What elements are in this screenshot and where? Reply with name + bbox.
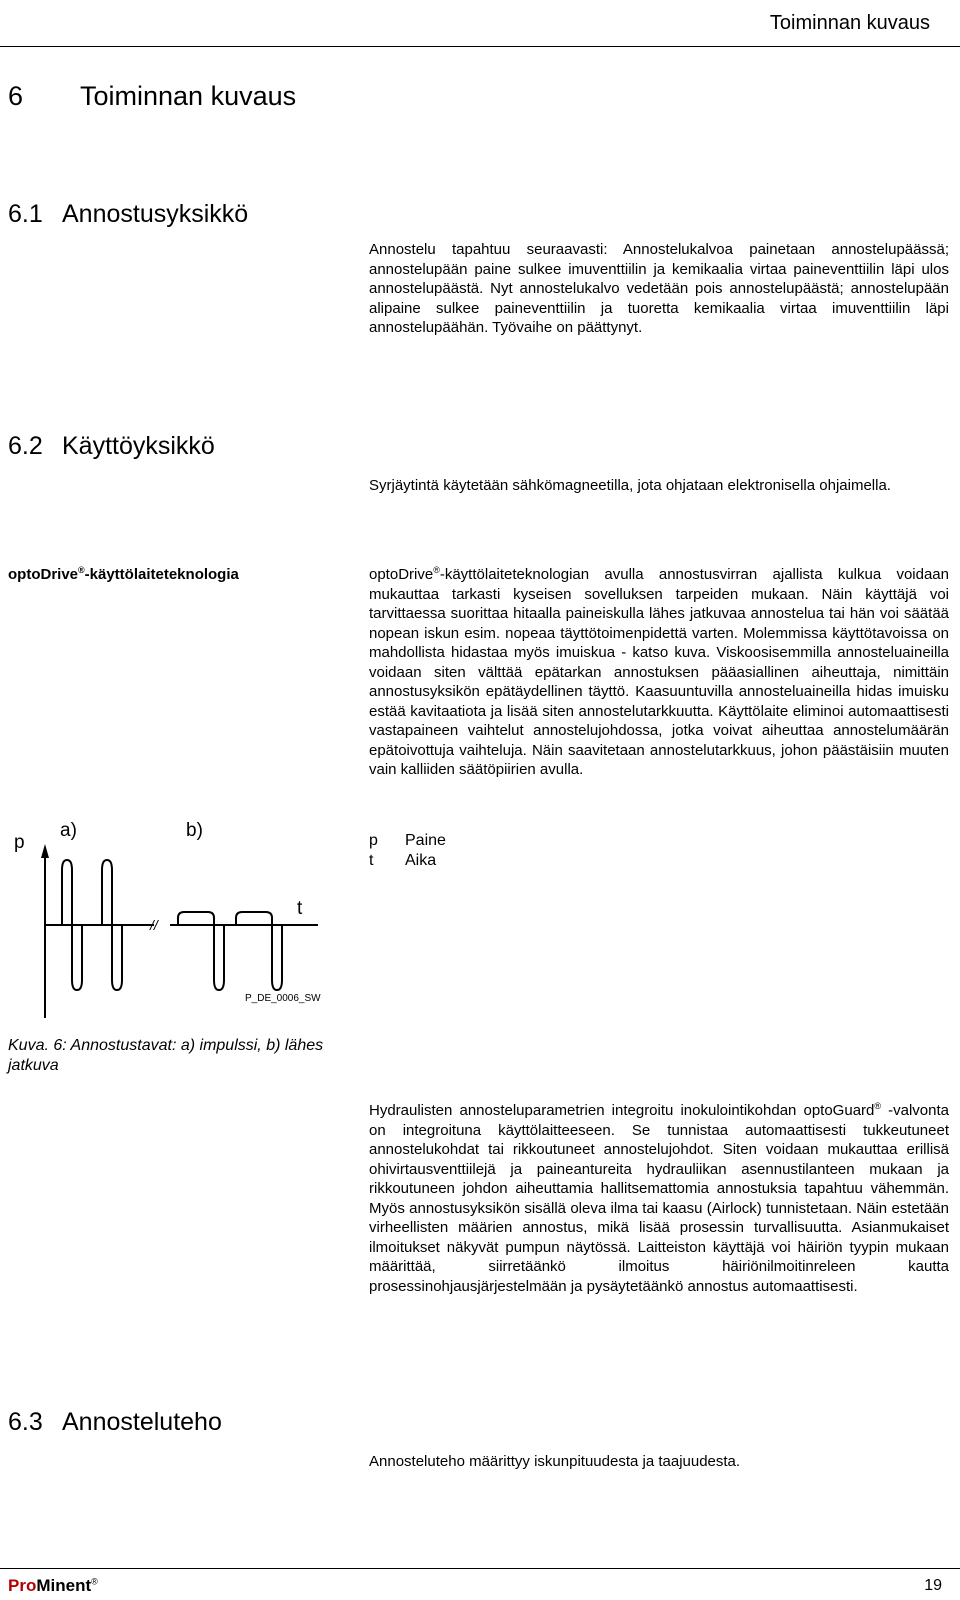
p-axis-label: p: [14, 832, 25, 853]
optoguard-text-prefix: Hydraulisten annosteluparametrien integroitu inokulointikohdan optoGuard: [369, 1102, 875, 1119]
section-6-1-text: Annostelu tapahtuu seuraavasti: Annostelukalvoa painetaan annostelupäässä; annostelupään paine sulkee imuventtiilin ja kemikaalia virtaa paineventtiilin läpi ulos annostelupäästä. Nyt annostelukalvo vedetään pois annostelupäästä; annostelupään alipaine sulkee paineventtiilin ja tuoretta kemikaalia virtaa imuventtiilin läpi annostelupäähän. Työvaihe on päättynyt.: [369, 241, 949, 336]
section-6-3-title: Annosteluteho: [62, 1408, 222, 1436]
prominent-logo: [8, 1576, 98, 1596]
section-6-1-heading: [8, 199, 248, 229]
header-rule: [0, 46, 960, 47]
section-6-3-text: Annosteluteho määrittyy iskunpituudesta ja taajuudesta.: [369, 1453, 741, 1470]
continuous-pulse-2: [236, 912, 282, 990]
legend-meaning: Aika: [405, 852, 437, 869]
dosing-mode-diagram: [8, 822, 328, 1022]
logo-minent: Minent: [36, 1576, 92, 1595]
section-6-1-title: Annostusyksikkö: [62, 200, 249, 228]
logo-pro: Pro: [8, 1576, 37, 1595]
legend-symbol: t: [369, 852, 374, 869]
section-6-2-title: Käyttöyksikkö: [62, 432, 215, 460]
registered-mark: ®: [78, 565, 85, 575]
section-6-2-heading: [8, 431, 215, 461]
section-6-3-number: 6.3: [8, 1408, 43, 1436]
legend-row-time: [369, 851, 446, 871]
t-axis-label: t: [297, 898, 303, 919]
registered-mark: ®: [874, 1101, 882, 1111]
section-6-2-number: 6.2: [8, 432, 43, 460]
axis-break-mark: //: [150, 917, 158, 933]
continuous-pulse-1: [178, 912, 224, 990]
logo-registered-mark: ®: [91, 1576, 98, 1587]
legend-symbol: p: [369, 832, 378, 849]
running-header: Toiminnan kuvaus: [769, 12, 930, 34]
legend-row-pressure: [369, 831, 446, 851]
registered-mark: ®: [433, 565, 440, 575]
optodrive-side-heading: [8, 565, 239, 584]
optodrive-heading-prefix: optoDrive: [8, 566, 79, 583]
chapter-title: Toiminnan kuvaus: [80, 81, 297, 111]
figure-legend: [369, 831, 446, 871]
section-6-2-text: Syrjäytintä käytetään sähkömagneetilla, jota ohjataan elektronisella ohjaimella.: [369, 477, 891, 494]
section-6-1-number: 6.1: [8, 200, 43, 228]
figure-code: P_DE_0006_SW: [245, 993, 321, 1004]
optodrive-text: [369, 565, 949, 780]
chapter-number: 6: [8, 81, 24, 111]
optodrive-text-body: -käyttölaiteteknologian avulla annostusvirran ajallista kulkua voidaan mukauttaa tarkasti kyseisen sovelluksen tarpeiden mukaan. Näin käyttäjä voi tarvittaessa suorittaa hitaalla paineiskulla lähes jatkuvaa annostelua tai hän voi säätää nopean iskun esim. nopeaa täyttötoimenpidettä varten. Molemmissa käyttötavoissa on mahdollista hidastaa myös imuiskua - katso kuva. Viskoosisemmilla annosteluaineilla voidaan siten välttää epätarkan annostuksen pääasiallinen aiheuttaja, nimittäin annostusyksikön epätäydellinen täyttö. Kaasuuntuvilla annosteluaineilla hidas imuisku estää kavitaatiota ja lisää siten annostelutarkkuutta. Käyttölaite eliminoi automaattisesti vastapaineen vaihtelut annostelujohdossa, jotka voivat aiheuttaa annostelumäärän epätoivottuja vaihteluja. Näin saavitetaan annostelutarkkuus, johon päästäisiin muuten vain kalliiden säätöpiirien avulla.: [369, 566, 949, 778]
optodrive-text-prefix: optoDrive: [369, 566, 434, 583]
page-number: 19: [924, 1577, 942, 1594]
chapter-heading: [8, 80, 296, 112]
legend-meaning: Paine: [405, 832, 446, 849]
optoguard-text-body: -valvonta on integroituna käyttölaitteeseen. Se tunnistaa automaattisesti tukkeutuneet annostelukohdat tai rikkoutuneet annostelujohdot. Siten voidaan mukauttaa erillisä ohivirtausventtiilejä ja paineantureita hydrauliikan asennustilanteen mukaan ja rikkoutuneen johdon aiheuttamia hallitsemattomia annostuksia tapahtuu vähemmän. Myös annostusyksikön sisällä oleva ilma tai kaasu (Airlock) tunnistetaan. Näin estetään virheellisten määrien annostus, mikä lisää prosessin turvallisuutta. Asianmukaiset ilmoitukset näkyvät pumpun näytössä. Laitteiston käyttäjä voi häiriön tyypin mukaan määrittää, siirretäänkö ilmoitus häiriönilmoitinreleen kautta prosessinohjausjärjestelmään ja pysäytetäänkö annostus automaattisesti.: [369, 1102, 949, 1295]
dosing-mode-figure: [8, 822, 328, 1022]
figure-caption: Kuva. 6: Annostustavat: a) impulssi, b) lähes jatkuva: [8, 1037, 324, 1074]
footer-rule: [0, 1568, 960, 1569]
label-b: b): [186, 822, 203, 841]
optoguard-text: [369, 1101, 949, 1296]
optodrive-heading-suffix: -käyttölaiteteknologia: [84, 566, 239, 583]
p-axis-arrow: [41, 844, 49, 858]
section-6-3-heading: [8, 1407, 222, 1437]
label-a: a): [60, 822, 77, 841]
